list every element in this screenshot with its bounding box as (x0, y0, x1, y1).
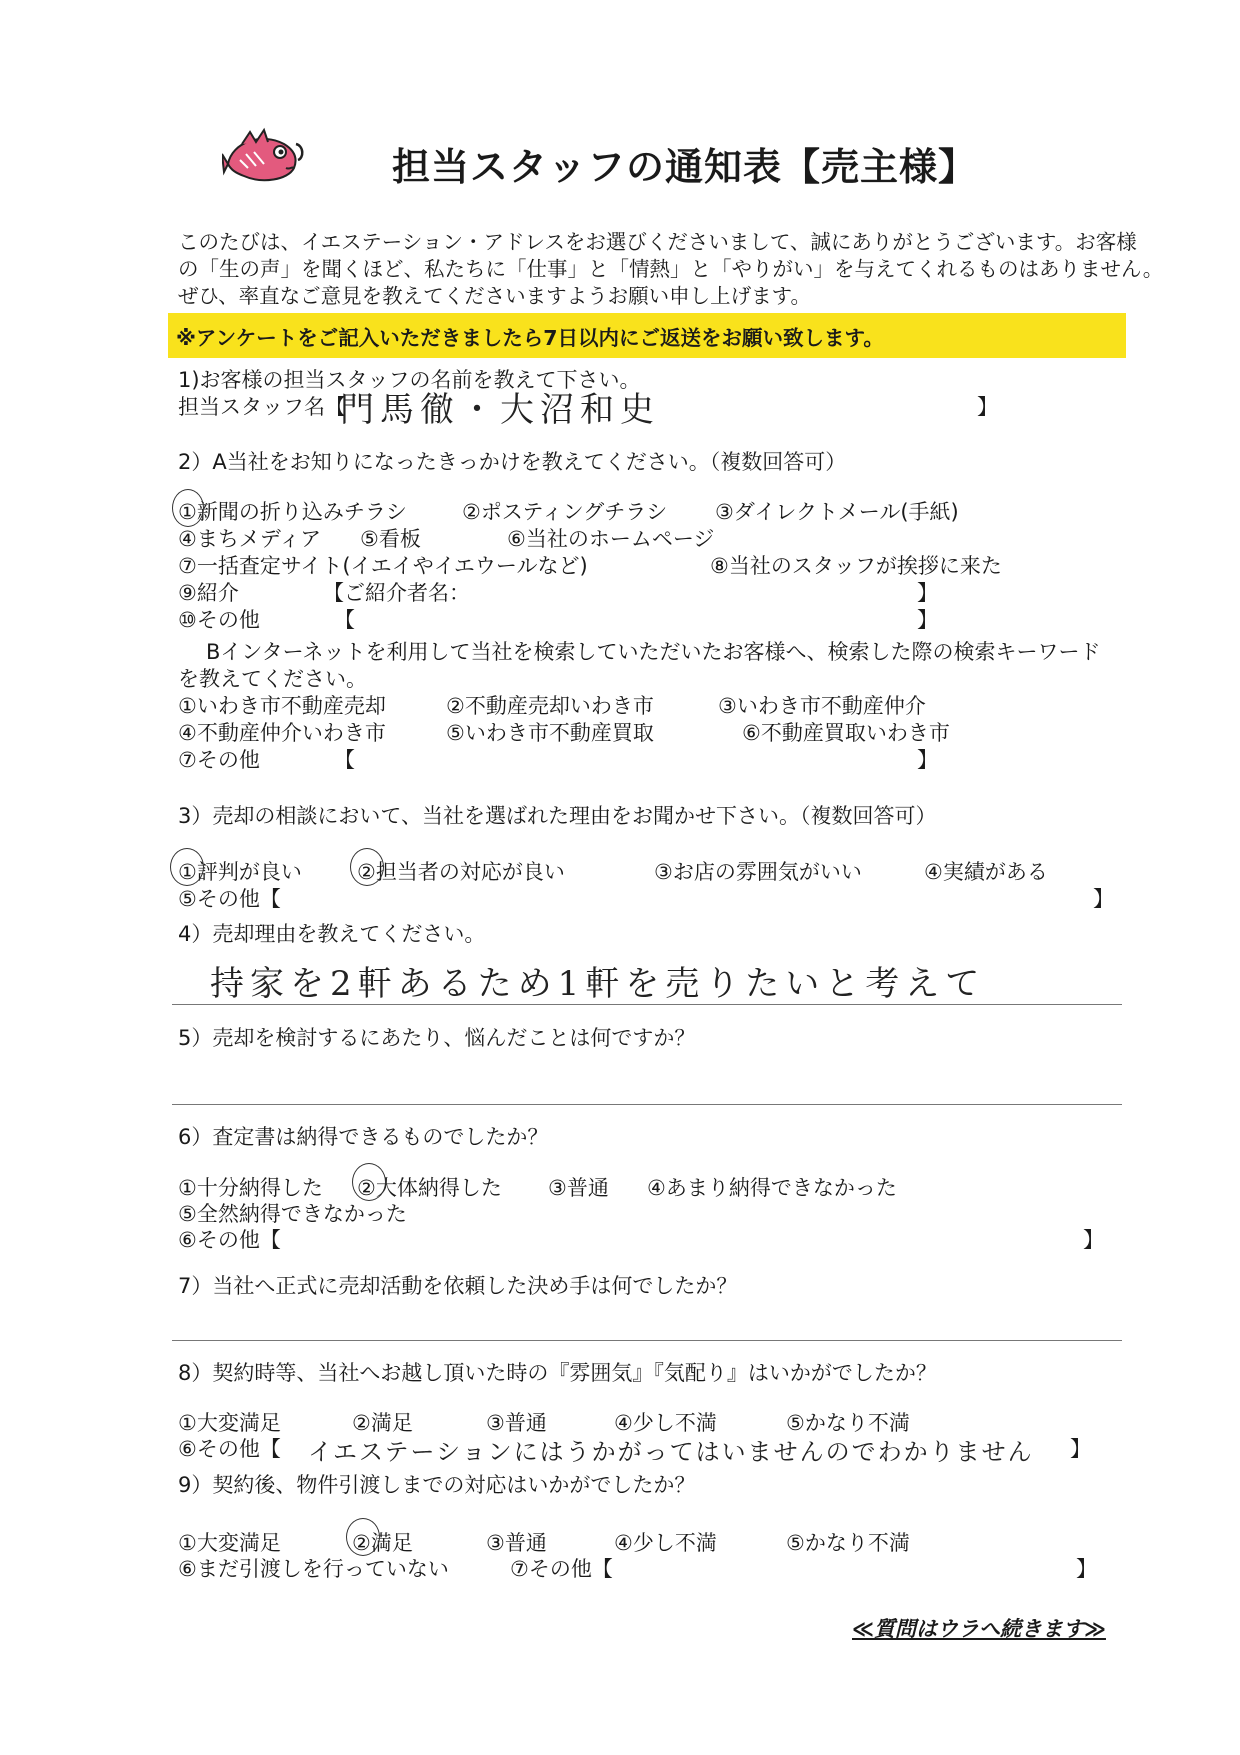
q8-option-1[interactable]: ①大変満足 (178, 1411, 281, 1435)
q2b-option-4[interactable]: ④不動産仲介いわき市 (178, 721, 386, 745)
q1-staff-answer[interactable]: 門馬徹・大沼和史 (340, 390, 660, 430)
q2b-other-open: 【 (334, 748, 355, 772)
q2b-option-7[interactable]: ⑦その他 (178, 748, 260, 772)
intro-line-3: ぜひ、率直なご意見を教えてくださいますようお願い申し上げます。 (178, 284, 812, 308)
q3-option-1[interactable]: ①評判が良い (178, 860, 302, 884)
q6-selected-circle (352, 1163, 386, 1201)
q6-option-1[interactable]: ①十分納得した (178, 1176, 323, 1200)
q4-answer-line (172, 1004, 1122, 1005)
q2a-selected-circle (172, 489, 204, 527)
q6-other-close: 】 (1083, 1228, 1104, 1252)
page-title: 担当スタッフの通知表【売主様】 (392, 145, 978, 189)
q3-option-2[interactable]: ②担当者の対応が良い (357, 860, 565, 884)
q2a-option-4[interactable]: ④まちメディア (178, 527, 322, 551)
q8-option-6[interactable]: ⑥その他【 (178, 1437, 281, 1461)
red-sea-bream-fish-icon (222, 124, 306, 188)
q2b-option-1[interactable]: ①いわき市不動産売却 (178, 694, 386, 718)
q9-question: 9）契約後、物件引渡しまでの対応はいかがでしたか？ (178, 1473, 696, 1497)
q3-option-5[interactable]: ⑤その他【 (178, 887, 281, 911)
q3-option-4[interactable]: ④実績がある (924, 860, 1048, 884)
q6-option-2[interactable]: ②大体納得した (357, 1176, 502, 1200)
q2a-referrer-close: 】 (917, 581, 938, 605)
q6-option-6[interactable]: ⑥その他【 (178, 1228, 281, 1252)
q8-option-5[interactable]: ⑤かなり不満 (786, 1411, 910, 1435)
q4-answer[interactable]: 持家を2軒あるため1軒を売りたいと考えて (210, 964, 986, 1004)
q9-other-close: 】 (1076, 1557, 1097, 1581)
q9-option-3[interactable]: ③普通 (486, 1531, 547, 1555)
q8-option-2[interactable]: ②満足 (352, 1411, 413, 1435)
q3-other-close: 】 (1093, 887, 1114, 911)
q1-bracket-close: 】 (977, 395, 998, 419)
q1-staff-label: 担当スタッフ名【 (178, 395, 346, 419)
q2-question: 2）A当社をお知りになったきっかけを教えてください。（複数回答可） (178, 450, 847, 474)
q2a-option-1[interactable]: ①新聞の折り込みチラシ (178, 500, 407, 524)
q2a-option-6[interactable]: ⑥当社のホームページ (507, 527, 715, 551)
intro-line-2: の「生の声」を聞くほど、私たちに「仕事」と「情熱」と「やりがい」を与えてくれるものはありません。 (178, 257, 1164, 281)
q1-question: 1)お客様の担当スタッフの名前を教えて下さい。 (178, 368, 641, 392)
q8-other-close: 】 (1070, 1437, 1091, 1461)
q2b-other-close: 】 (917, 748, 938, 772)
q2a-option-8[interactable]: ⑧当社のスタッフが挨拶に来た (710, 554, 1002, 578)
q2b-option-5[interactable]: ⑤いわき市不動産買取 (446, 721, 654, 745)
q6-option-5[interactable]: ⑤全然納得できなかった (178, 1202, 407, 1226)
q5-answer-line (172, 1104, 1122, 1105)
q6-question: 6）査定書は納得できるものでしたか？ (178, 1125, 549, 1149)
q2a-referrer-label: 【ご紹介者名： (323, 581, 470, 605)
q9-option-1[interactable]: ①大変満足 (178, 1531, 281, 1555)
q2a-option-9[interactable]: ⑨紹介 (178, 581, 239, 605)
q3-selected-circle-2 (350, 848, 384, 886)
q2a-other-close: 】 (917, 608, 938, 632)
notice-text: ※アンケートをご記入いただきましたら7日以内にご返送をお願い致します。 (176, 326, 884, 350)
q9-option-6[interactable]: ⑥まだ引渡しを行っていない (178, 1557, 449, 1581)
q3-option-3[interactable]: ③お店の雰囲気がいい (654, 860, 862, 884)
q9-option-5[interactable]: ⑤かなり不満 (786, 1531, 910, 1555)
q2b-option-6[interactable]: ⑥不動産買取いわき市 (742, 721, 950, 745)
q2a-option-5[interactable]: ⑤看板 (360, 527, 421, 551)
q8-other-answer[interactable]: イエステーションにはうかがってはいませんのでわかりません (308, 1438, 1034, 1466)
q9-selected-circle (346, 1518, 380, 1556)
q2b-option-2[interactable]: ②不動産売却いわき市 (446, 694, 654, 718)
q2a-option-10[interactable]: ⑩その他 (178, 608, 260, 632)
q3-question: 3）売却の相談において、当社を選ばれた理由をお聞かせ下さい。（複数回答可） (178, 804, 937, 828)
q7-answer-line (172, 1340, 1122, 1341)
q4-question: 4）売却理由を教えてください。 (178, 922, 486, 946)
q7-question: 7）当社へ正式に売却活動を依頼した決め手は何でしたか？ (178, 1274, 738, 1298)
q6-option-3[interactable]: ③普通 (548, 1176, 609, 1200)
q2b-option-3[interactable]: ③いわき市不動産仲介 (718, 694, 926, 718)
q2a-option-7[interactable]: ⑦一括査定サイト(イエイやイエウールなど) (178, 554, 588, 578)
q9-option-7[interactable]: ⑦その他【 (510, 1557, 613, 1581)
q8-question: 8）契約時等、当社へお越し頂いた時の『雰囲気』『気配り』はいかがでしたか？ (178, 1361, 937, 1385)
q9-option-4[interactable]: ④少し不満 (614, 1531, 717, 1555)
q6-option-4[interactable]: ④あまり納得できなかった (647, 1176, 897, 1200)
q2a-option-2[interactable]: ②ポスティングチラシ (462, 500, 668, 524)
continued-on-back-note: ≪質問はウラへ続きます≫ (852, 1617, 1106, 1641)
q2b-question-1: Bインターネットを利用して当社を検索していただいたお客様へ、検索した際の検索キーワード (206, 640, 1101, 664)
q9-option-2[interactable]: ②満足 (352, 1531, 413, 1555)
intro-line-1: このたびは、イエステーション・アドレスをお選びくださいまして、誠にありがとうございます。お客様 (178, 230, 1137, 254)
q3-selected-circle-1 (170, 848, 204, 886)
q8-option-4[interactable]: ④少し不満 (614, 1411, 717, 1435)
q8-option-3[interactable]: ③普通 (486, 1411, 547, 1435)
q2a-option-3[interactable]: ③ダイレクトメール(手紙) (715, 500, 959, 524)
q2a-other-open: 【 (334, 608, 355, 632)
q2b-question-2: を教えてください。 (178, 667, 367, 691)
q5-question: 5）売却を検討するにあたり、悩んだことは何ですか？ (178, 1026, 696, 1050)
